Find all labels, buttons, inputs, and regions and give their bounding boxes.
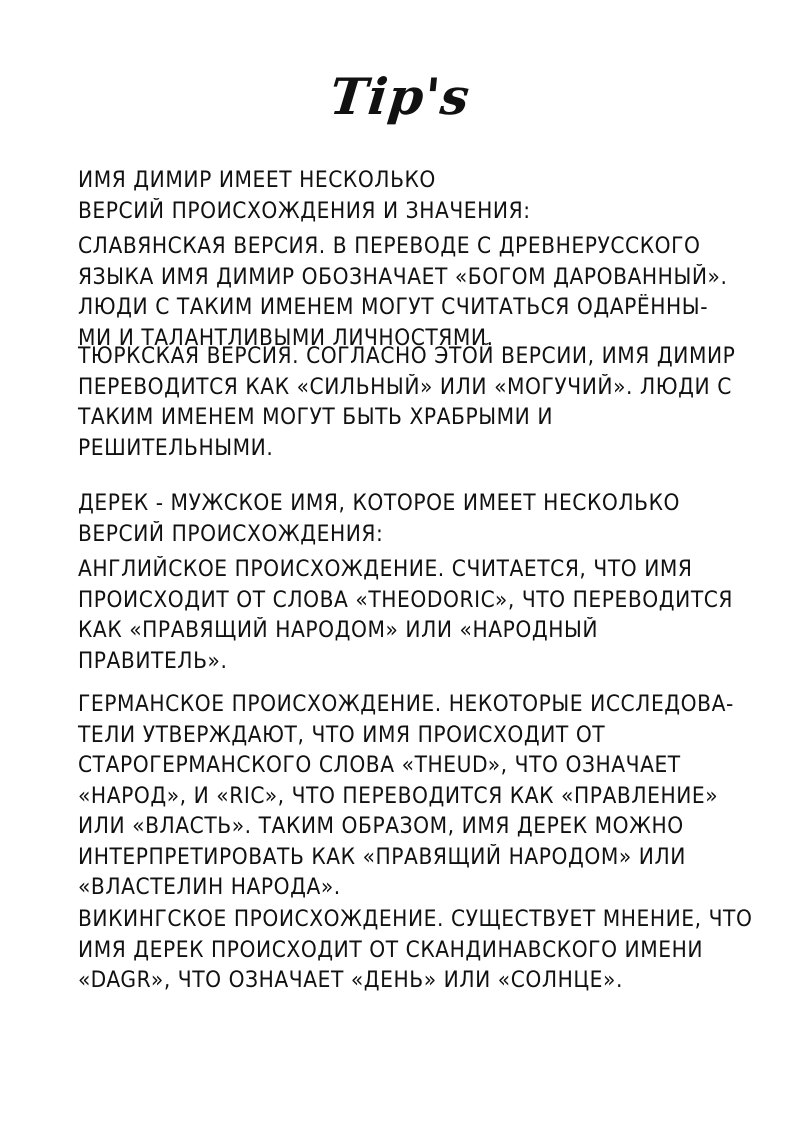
text-line: «DAGR», ЧТО ОЗНАЧАЕТ «ДЕНЬ» ИЛИ «СОЛНЦЕ». — [78, 968, 623, 993]
paragraph-dimir-intro — [78, 166, 748, 227]
text-line: ИМЯ ДИМИР ИМЕЕТ НЕСКОЛЬКО — [78, 168, 436, 193]
text-line: ГЕРМАНСКОЕ ПРОИСХОЖДЕНИЕ. НЕКОТОРЫЕ ИССЛЕДОВА- — [78, 692, 734, 717]
text-line: ЯЗЫКА ИМЯ ДИМИР ОБОЗНАЧАЕТ «БОГОМ ДАРОВАННЫЙ». — [78, 264, 728, 290]
text-line: МИ И ТАЛАНТЛИВЫМИ ЛИЧНОСТЯМИ. — [78, 325, 494, 351]
text-line: ИЛИ «ВЛАСТЬ». ТАКИМ ОБРАЗОМ, ИМЯ ДЕРЕК МОЖНО — [78, 814, 684, 839]
text-line: ТАКИМ ИМЕНЕМ МОГУТ БЫТЬ ХРАБРЫМИ И — [78, 405, 554, 430]
text-line: ЛЮДИ С ТАКИМ ИМЕНЕМ МОГУТ СЧИТАТЬСЯ ОДАРЁННЫ- — [78, 295, 709, 320]
text-line: «ВЛАСТЕЛИН НАРОДА». — [78, 875, 341, 900]
text-line: ИНТЕРПРЕТИРОВАТЬ КАК «ПРАВЯЩИЙ НАРОДОМ» ИЛИ — [78, 844, 686, 870]
text-line: «НАРОД», И «RIC», ЧТО ПЕРЕВОДИТСЯ КАК «ПРАВЛЕНИЕ» — [78, 783, 719, 809]
text-line: ПЕРЕВОДИТСЯ КАК «СИЛЬНЫЙ» ИЛИ «МОГУЧИЙ». ЛЮДИ С — [78, 374, 732, 400]
text-line: АНГЛИЙСКОЕ ПРОИСХОЖДЕНИЕ. СЧИТАЕТСЯ, ЧТО ИМЯ — [78, 557, 693, 582]
text-line: РЕШИТЕЛЬНЫМИ. — [78, 435, 274, 461]
text-line: СТАРОГЕРМАНСКОГО СЛОВА «THEUD», ЧТО ОЗНАЧАЕТ — [78, 753, 681, 778]
paragraph-derek-english — [78, 555, 748, 677]
text-line: ВЕРСИЙ ПРОИСХОЖДЕНИЯ И ЗНАЧЕНИЯ: — [78, 198, 531, 224]
page-title: Tip's — [327, 67, 473, 126]
paragraph-dimir-turkic — [78, 342, 748, 464]
paragraph-dimir-slavic — [78, 232, 748, 354]
text-line: ТЮРКСКАЯ ВЕРСИЯ. СОГЛАСНО ЭТОЙ ВЕРСИИ, ИМЯ ДИМИР — [78, 344, 736, 369]
text-line: ВЕРСИЙ ПРОИСХОЖДЕНИЯ: — [78, 521, 384, 547]
text-line: КАК «ПРАВЯЩИЙ НАРОДОМ» ИЛИ «НАРОДНЫЙ — [78, 618, 599, 643]
paragraph-derek-german — [78, 690, 748, 904]
text-line: СЛАВЯНСКАЯ ВЕРСИЯ. В ПЕРЕВОДЕ С ДРЕВНЕРУССКОГО — [78, 234, 701, 259]
text-line: ИМЯ ДЕРЕК ПРОИСХОДИТ ОТ СКАНДИНАВСКОГО ИМЕНИ — [78, 937, 704, 963]
text-line: ТЕЛИ УТВЕРЖДАЮТ, ЧТО ИМЯ ПРОИСХОДИТ ОТ — [78, 722, 606, 748]
text-line: ПРОИСХОДИТ ОТ СЛОВА «THEODORIC», ЧТО ПЕРЕВОДИТСЯ — [78, 587, 734, 613]
paragraph-derek-viking — [78, 905, 753, 997]
paragraph-derek-intro — [78, 489, 748, 550]
text-line: ПРАВИТЕЛЬ». — [78, 648, 228, 674]
text-line: ДЕРЕК - МУЖСКОЕ ИМЯ, КОТОРОЕ ИМЕЕТ НЕСКОЛЬКО — [78, 491, 680, 516]
text-line: ВИКИНГСКОЕ ПРОИСХОЖДЕНИЕ. СУЩЕСТВУЕТ МНЕНИЕ, ЧТО — [78, 907, 753, 932]
